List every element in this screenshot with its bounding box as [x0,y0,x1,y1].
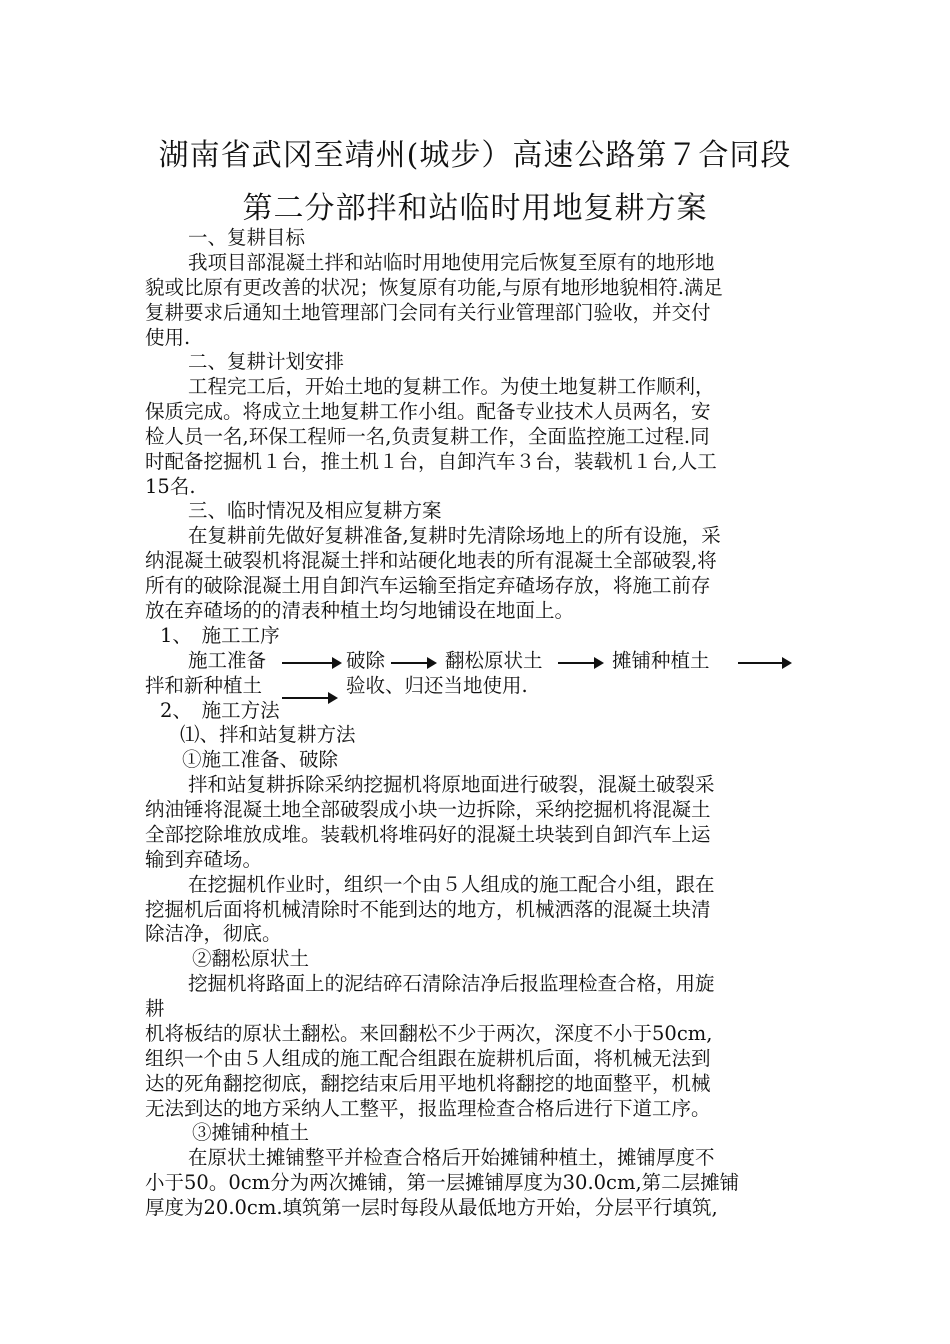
step-heading-1: ①施工准备、破除 [182,748,339,771]
paragraph-line: 15名. [145,475,196,498]
flow-arrow [738,662,790,664]
paragraph-line: 保质完成。将成立土地复耕工作小组。配备专业技术人员两名，安 [145,400,711,423]
document-title-line2: 第二分部拌和站临时用地复耕方案 [242,191,708,226]
paragraph-line: 使用. [145,326,191,349]
paragraph-line: 貌或比原有更改善的状况；恢复原有功能,与原有地形地貌相符.满足 [145,276,723,299]
flow-step-mix: 拌和新种植土 [145,674,263,697]
paragraph-line: 无法到达的地方采纳人工整平，报监理检查合格后进行下道工序。 [145,1097,711,1120]
flow-step-spread: 摊铺种植土 [612,649,710,672]
paragraph-line: 厚度为20.0cm.填筑第一层时每段从最低地方开始，分层平行填筑, [145,1196,718,1219]
paragraph-line: 工程完工后，开始土地的复耕工作。为使土地复耕工作顺利， [188,375,715,398]
document-title-line1: 湖南省武冈至靖州(城步）高速公路第７合同段 [158,138,792,173]
paragraph-line: 在原状土摊铺整平并检查合格后开始摊铺种植土，摊铺厚度不 [188,1146,715,1169]
section-heading-1: 一、复耕目标 [188,226,306,249]
paragraph-line: 挖掘机将路面上的泥结碎石清除洁净后报监理检查合格，用旋 [188,972,715,995]
paragraph-line: 挖掘机后面将机械清除时不能到达的地方，机械洒落的混凝土块清 [145,898,711,921]
flow-step-loosen: 翻松原状土 [445,649,543,672]
paragraph-line: 机将板结的原状土翻松。来回翻松不少于两次，深度不小于50cm, [145,1022,713,1045]
flow-arrow [282,697,336,699]
paragraph-line: 放在弃碴场的的清表种植土均匀地铺设在地面上。 [145,599,575,622]
flow-arrow [391,662,435,664]
paragraph-line: 输到弃碴场。 [145,848,263,871]
step-heading-2: ②翻松原状土 [192,947,310,970]
flow-step-accept: 验收、归还当地使用. [346,674,528,697]
paragraph-line: 我项目部混凝土拌和站临时用地使用完后恢复至原有的地形地 [188,251,715,274]
paragraph-line: 全部挖除堆放成堆。装载机将堆码好的混凝土块装到自卸汽车上运 [145,823,711,846]
paragraph-line: 检人员一名,环保工程师一名,负责复耕工作，全面监控施工过程.同 [145,425,710,448]
section-heading-2: 二、复耕计划安排 [188,350,345,373]
paragraph-line: 达的死角翻挖彻底，翻挖结束后用平地机将翻挖的地面整平，机械 [145,1072,711,1095]
paragraph-line: 在挖掘机作业时，组织一个由５人组成的施工配合小组，跟在 [188,873,715,896]
section-heading-3: 三、临时情况及相应复耕方案 [188,499,442,522]
flow-step-demolish: 破除 [346,649,386,672]
paragraph-line: 除洁净，彻底。 [145,922,282,945]
paragraph-line: 复耕要求后通知土地管理部门会同有关行业管理部门验收，并交付 [145,301,711,324]
paragraph-line: 在复耕前先做好复耕准备,复耕时先清除场地上的所有设施，采 [188,524,721,547]
paragraph-line: 纳混凝土破裂机将混凝土拌和站硬化地表的所有混凝土全部破裂,将 [145,549,717,572]
flow-arrow [558,662,602,664]
paragraph-line: 拌和站复耕拆除采纳挖掘机将原地面进行破裂，混凝土破裂采 [188,773,715,796]
paragraph-line: 小于50。0cm分为两次摊铺，第一层摊铺厚度为30.0cm,第二层摊铺 [145,1171,740,1194]
flow-step-prepare: 施工准备 [188,649,267,672]
paragraph-line: 时配备挖掘机１台，推土机１台，自卸汽车３台，装载机１台,人工 [145,450,717,473]
step-heading-3: ③摊铺种植土 [192,1121,310,1144]
subheading-method: 2、 施工方法 [160,699,280,722]
paragraph-line: 耕 [145,997,165,1020]
paragraph-line: 所有的破除混凝土用自卸汽车运输至指定弃碴场存放，将施工前存 [145,574,711,597]
flow-arrow [282,662,340,664]
paragraph-line: 组织一个由５人组成的施工配合组跟在旋耕机后面，将机械无法到 [145,1047,711,1070]
subheading-procedure: 1、 施工工序 [160,624,280,647]
subheading-mixing-station: ⑴、拌和站复耕方法 [180,723,356,746]
paragraph-line: 纳油锤将混凝土地全部破裂成小块一边拆除，采纳挖掘机将混凝土 [145,798,711,821]
